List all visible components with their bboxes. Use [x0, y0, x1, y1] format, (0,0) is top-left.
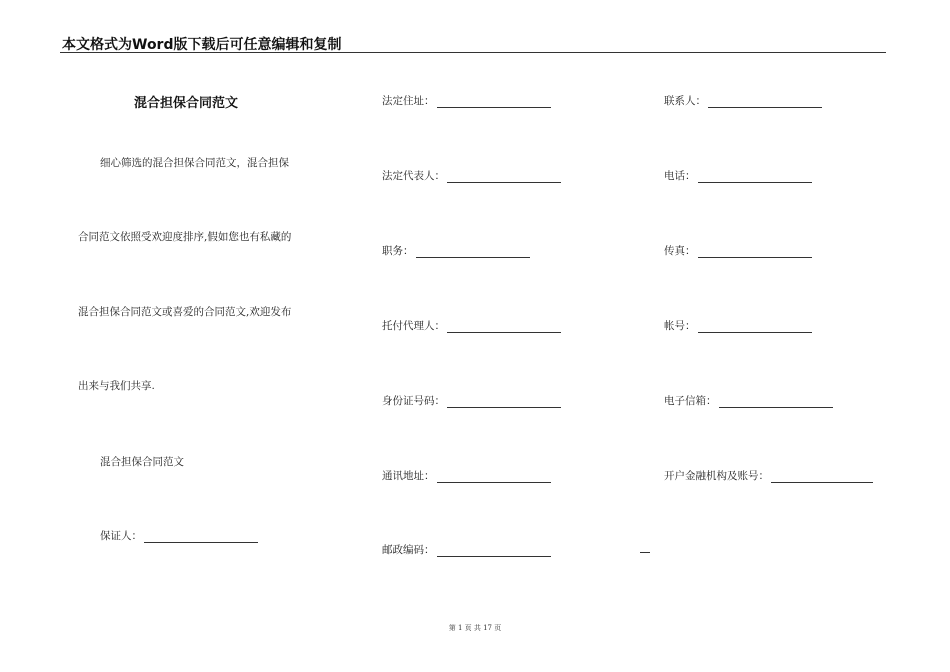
fax-label: 传真： — [664, 245, 696, 257]
id-number-blank[interactable] — [447, 397, 561, 408]
contact-blank[interactable] — [708, 97, 822, 108]
phone-label: 电话： — [664, 170, 696, 182]
guarantor-blank[interactable] — [144, 532, 258, 543]
phone-blank[interactable] — [698, 172, 812, 183]
guarantor-label: 保证人： — [100, 530, 142, 542]
section-subtitle: 混合担保合同范文 — [100, 456, 184, 468]
header-divider — [60, 52, 886, 53]
position-field — [382, 243, 530, 258]
mail-address-field — [382, 468, 551, 483]
bank-field — [664, 468, 873, 483]
document-header: 本文格式为Word版下载后可任意编辑和复制 — [62, 37, 342, 53]
account-blank[interactable] — [698, 322, 812, 333]
account-field — [664, 318, 812, 333]
guarantor-field — [100, 528, 258, 543]
contact-field — [664, 93, 822, 108]
intro-line-4: 出来与我们共享. — [78, 380, 155, 392]
bank-label: 开户金融机构及账号： — [664, 470, 769, 482]
legal-address-label: 法定住址： — [382, 95, 435, 107]
agent-label: 托付代理人： — [382, 320, 445, 332]
fax-field — [664, 243, 812, 258]
position-blank[interactable] — [416, 247, 530, 258]
legal-rep-blank[interactable] — [447, 172, 561, 183]
intro-line-3: 混合担保合同范文或喜爱的合同范文,欢迎发布 — [78, 306, 292, 318]
postal-code-field — [382, 542, 551, 557]
postal-code-label: 邮政编码： — [382, 544, 435, 556]
postal-code-blank[interactable] — [437, 546, 551, 557]
intro-line-1: 细心筛选的混合担保合同范文，混合担保 — [100, 157, 289, 169]
mail-address-label: 通讯地址： — [382, 470, 435, 482]
id-number-label: 身份证号码： — [382, 395, 445, 407]
legal-address-field — [382, 93, 551, 108]
blank-dash — [640, 552, 650, 553]
fax-blank[interactable] — [698, 247, 812, 258]
document-title: 混合担保合同范文 — [134, 96, 239, 111]
email-blank[interactable] — [719, 397, 833, 408]
email-field — [664, 393, 833, 408]
intro-line-2: 合同范文依照受欢迎度排序,假如您也有私藏的 — [78, 231, 292, 243]
position-label: 职务： — [382, 245, 414, 257]
account-label: 帐号： — [664, 320, 696, 332]
email-label: 电子信箱： — [664, 395, 717, 407]
contact-label: 联系人： — [664, 95, 706, 107]
page-footer: 第 1 页 共 17 页 — [448, 624, 502, 632]
bank-blank[interactable] — [771, 472, 873, 483]
phone-field — [664, 168, 812, 183]
legal-rep-field — [382, 168, 561, 183]
id-number-field — [382, 393, 561, 408]
mail-address-blank[interactable] — [437, 472, 551, 483]
legal-rep-label: 法定代表人： — [382, 170, 445, 182]
legal-address-blank[interactable] — [437, 97, 551, 108]
agent-blank[interactable] — [447, 322, 561, 333]
agent-field — [382, 318, 561, 333]
